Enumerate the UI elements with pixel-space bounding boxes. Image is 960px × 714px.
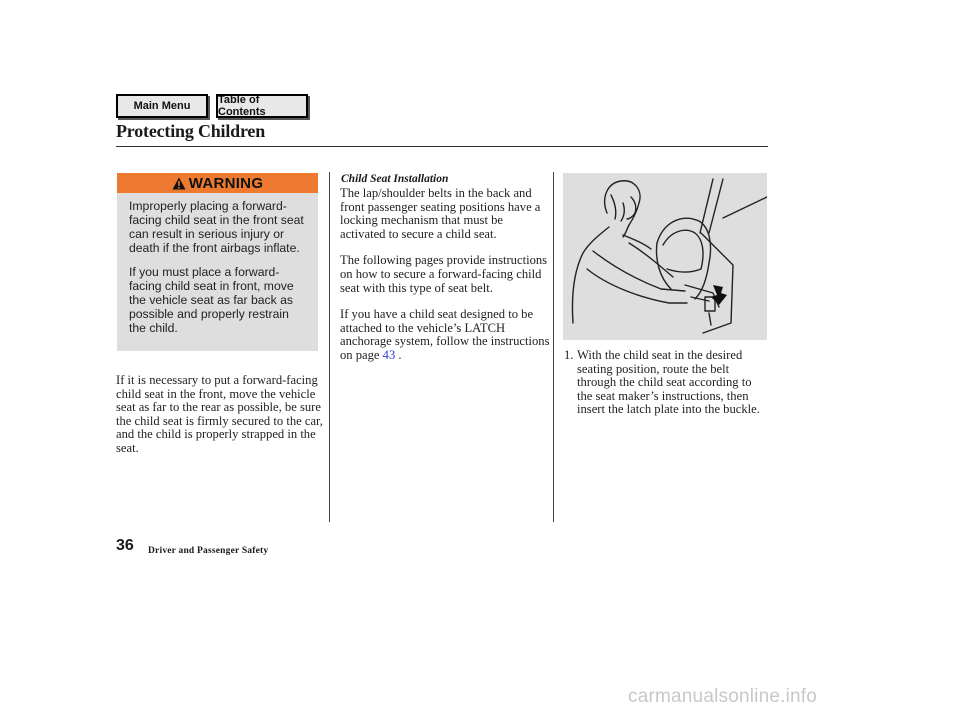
child-seat-illustration bbox=[563, 173, 767, 340]
page-number: 36 bbox=[116, 537, 134, 554]
page-43-link[interactable]: 43 bbox=[382, 347, 396, 362]
step-1 bbox=[564, 349, 768, 417]
table-of-contents-button[interactable]: Table of Contents bbox=[216, 94, 308, 118]
watermark: carmanualsonline.info bbox=[628, 686, 818, 707]
warning-header bbox=[117, 173, 318, 193]
main-menu-button[interactable]: Main Menu bbox=[116, 94, 208, 118]
step-text: With the child seat in the desired seating position, route the belt through the child seat according to the seat maker’s instructions, then insert the latch plate into the buckle. bbox=[577, 348, 760, 417]
latch-text-end: . bbox=[398, 347, 402, 362]
front-seat-paragraph: If it is necessary to put a forward-facing child seat in the front, move the vehicle seat as far to the rear as possible, be sure the child seat is firmly secured to the car, and the child is properly strapped in the seat. bbox=[116, 373, 323, 455]
latch-paragraph bbox=[340, 308, 550, 362]
page-title: Protecting Children bbox=[116, 121, 266, 141]
middle-column bbox=[340, 187, 550, 376]
footer-section-label: Driver and Passenger Safety bbox=[148, 546, 269, 556]
column-divider-right bbox=[553, 172, 554, 522]
latch-text: If you have a child seat designed to be attached to the vehicle’s LATCH anchorage system, follow the instructions on page bbox=[340, 307, 550, 362]
section-heading: Child Seat Installation bbox=[341, 173, 449, 185]
child-seat-illustration-drawing bbox=[563, 173, 767, 340]
column-divider-left bbox=[329, 172, 330, 522]
following-pages-paragraph: The following pages provide instructions on how to secure a forward-facing child seat with this type of seat belt. bbox=[340, 253, 548, 295]
warning-paragraph: Improperly placing a forward-facing child seat in the front seat can result in serious injury or death if the front airbags inflate. bbox=[129, 199, 304, 255]
warning-paragraph: If you must place a forward-facing child seat in front, move the vehicle seat as far back as possible and properly restrain the child. bbox=[129, 265, 294, 335]
title-divider bbox=[116, 146, 768, 147]
locking-mechanism-paragraph: The lap/shoulder belts in the back and front passenger seating positions have a locking mechanism that must be activated to secure a child seat. bbox=[340, 186, 541, 241]
warning-box bbox=[117, 173, 318, 351]
warning-label: WARNING bbox=[188, 174, 264, 192]
step-number: 1. bbox=[564, 348, 574, 362]
warning-triangle-icon bbox=[172, 177, 186, 190]
warning-body bbox=[117, 193, 318, 335]
